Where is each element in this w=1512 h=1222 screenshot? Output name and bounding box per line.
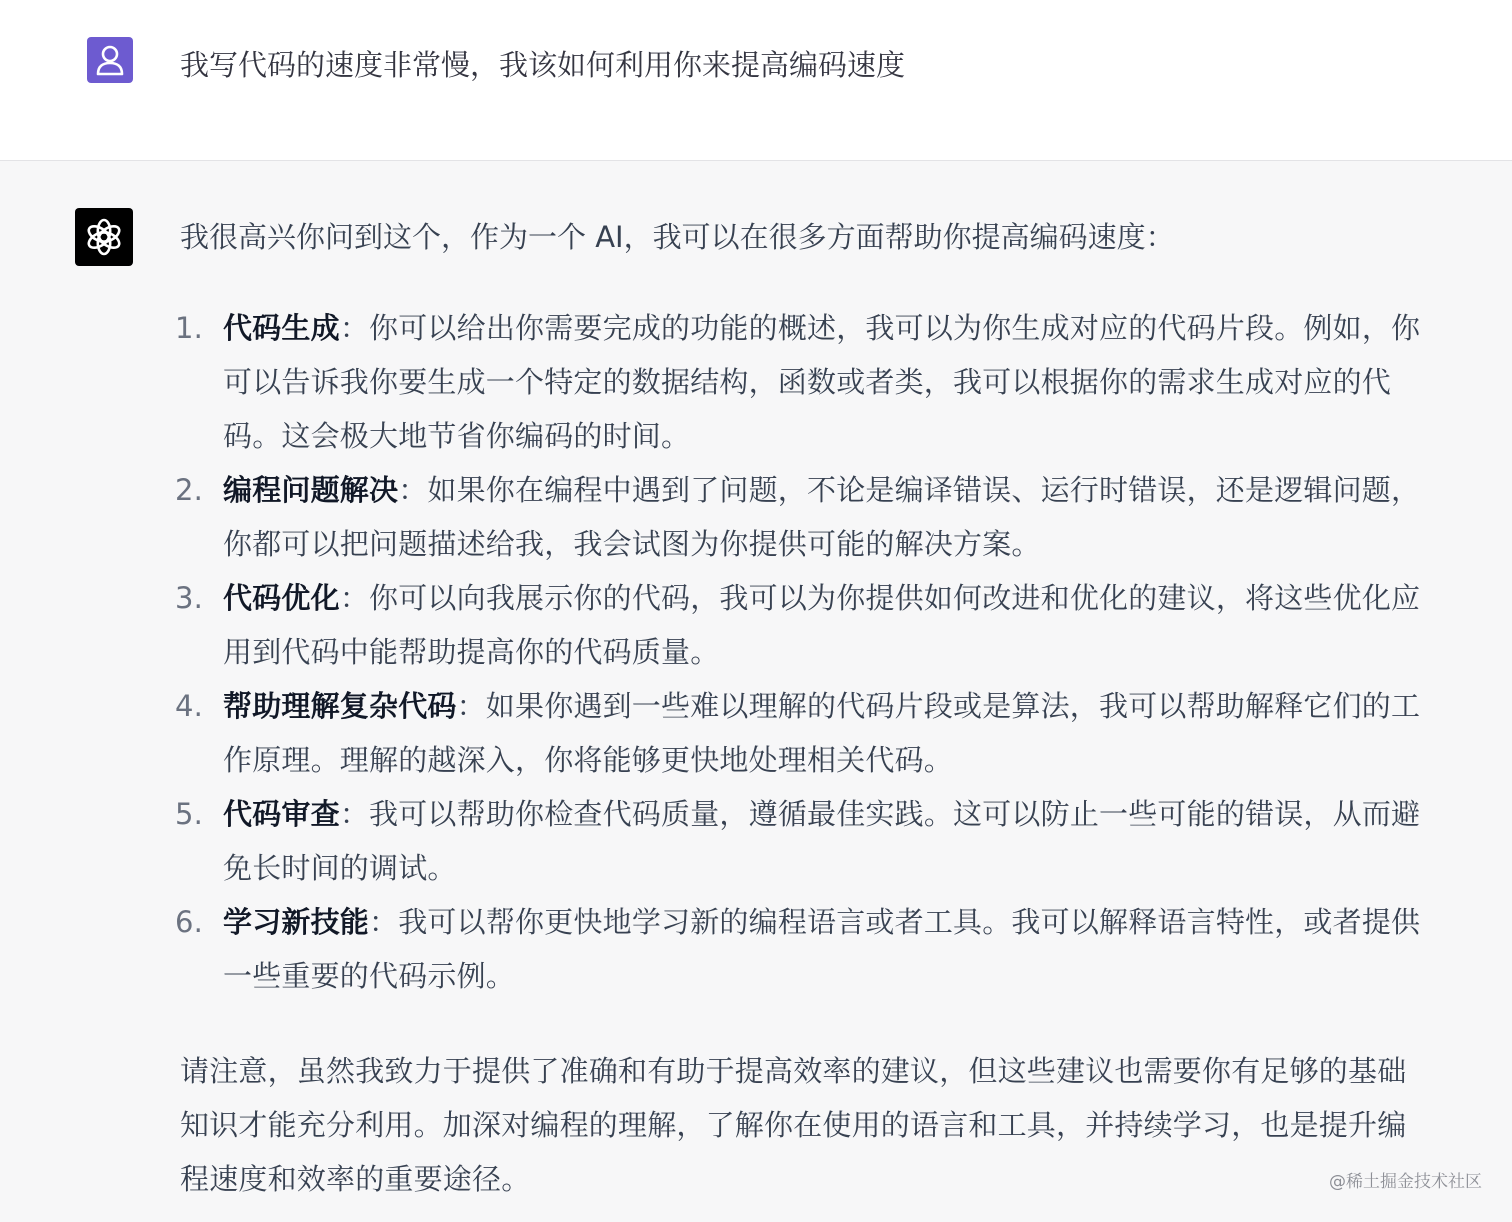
- list-item-number: 1.: [175, 311, 204, 345]
- list-item-text: ：你可以向我展示你的代码，我可以为你提供如何改进和优化的建议，将这些优化应用到代码中能帮助提高你的代码质量。: [223, 581, 1421, 669]
- openai-logo-icon: [83, 216, 125, 258]
- assistant-intro-text: 我很高兴你问到这个，作为一个 AI，我可以在很多方面帮助你提高编码速度：: [180, 220, 1175, 254]
- list-item: [175, 571, 1435, 679]
- list-item: [175, 679, 1435, 787]
- list-item: [175, 463, 1435, 571]
- list-item-text: ：我可以帮助你检查代码质量，遵循最佳实践。这可以防止一些可能的错误，从而避免长时间的调试。: [223, 797, 1421, 885]
- list-item-text: ：我可以帮你更快地学习新的编程语言或者工具。我可以解释语言特性，或者提供一些重要的代码示例。: [223, 905, 1421, 993]
- assistant-numbered-list: [175, 301, 1435, 1003]
- list-item-term: 代码优化: [223, 581, 340, 615]
- assistant-note-text: 请注意，虽然我致力于提供了准确和有助于提高效率的建议，但这些建议也需要你有足够的基础知识才能充分利用。加深对编程的理解，了解你在使用的语言和工具，并持续学习，也是提升编程速度和效率的重要途径。: [180, 1054, 1407, 1196]
- assistant-message-row: [0, 161, 1512, 1222]
- list-item-number: 3.: [175, 581, 204, 615]
- list-item-term: 帮助理解复杂代码: [223, 689, 457, 723]
- list-item-text: ：如果你遇到一些难以理解的代码片段或是算法，我可以帮助解释它们的工作原理。理解的越深入，你将能够更快地处理相关代码。: [223, 689, 1421, 777]
- user-message-row: [0, 0, 1512, 161]
- assistant-avatar: [75, 208, 133, 266]
- list-item-number: 2.: [175, 473, 204, 507]
- list-item-number: 6.: [175, 905, 204, 939]
- list-item: [175, 787, 1435, 895]
- watermark: @稀土掘金技术社区: [1329, 1172, 1482, 1192]
- list-item-number: 5.: [175, 797, 204, 831]
- list-item-term: 编程问题解决: [223, 473, 399, 507]
- person-icon: [95, 44, 125, 76]
- list-item-text: ：你可以给出你需要完成的功能的概述，我可以为你生成对应的代码片段。例如，你可以告诉我你要生成一个特定的数据结构，函数或者类，我可以根据你的需求生成对应的代码。这会极大地节省你编码的时间。: [223, 311, 1421, 453]
- list-item-term: 学习新技能: [223, 905, 370, 939]
- list-item: [175, 895, 1435, 1003]
- user-avatar: [87, 37, 133, 83]
- list-item-number: 4.: [175, 689, 204, 723]
- list-item: [175, 301, 1435, 463]
- list-item-text: ：如果你在编程中遇到了问题，不论是编译错误、运行时错误，还是逻辑问题，你都可以把问题描述给我，我会试图为你提供可能的解决方案。: [223, 473, 1421, 561]
- user-message-text: 我写代码的速度非常慢，我该如何利用你来提高编码速度: [180, 48, 906, 82]
- list-item-term: 代码生成: [223, 311, 340, 345]
- list-item-term: 代码审查: [223, 797, 340, 831]
